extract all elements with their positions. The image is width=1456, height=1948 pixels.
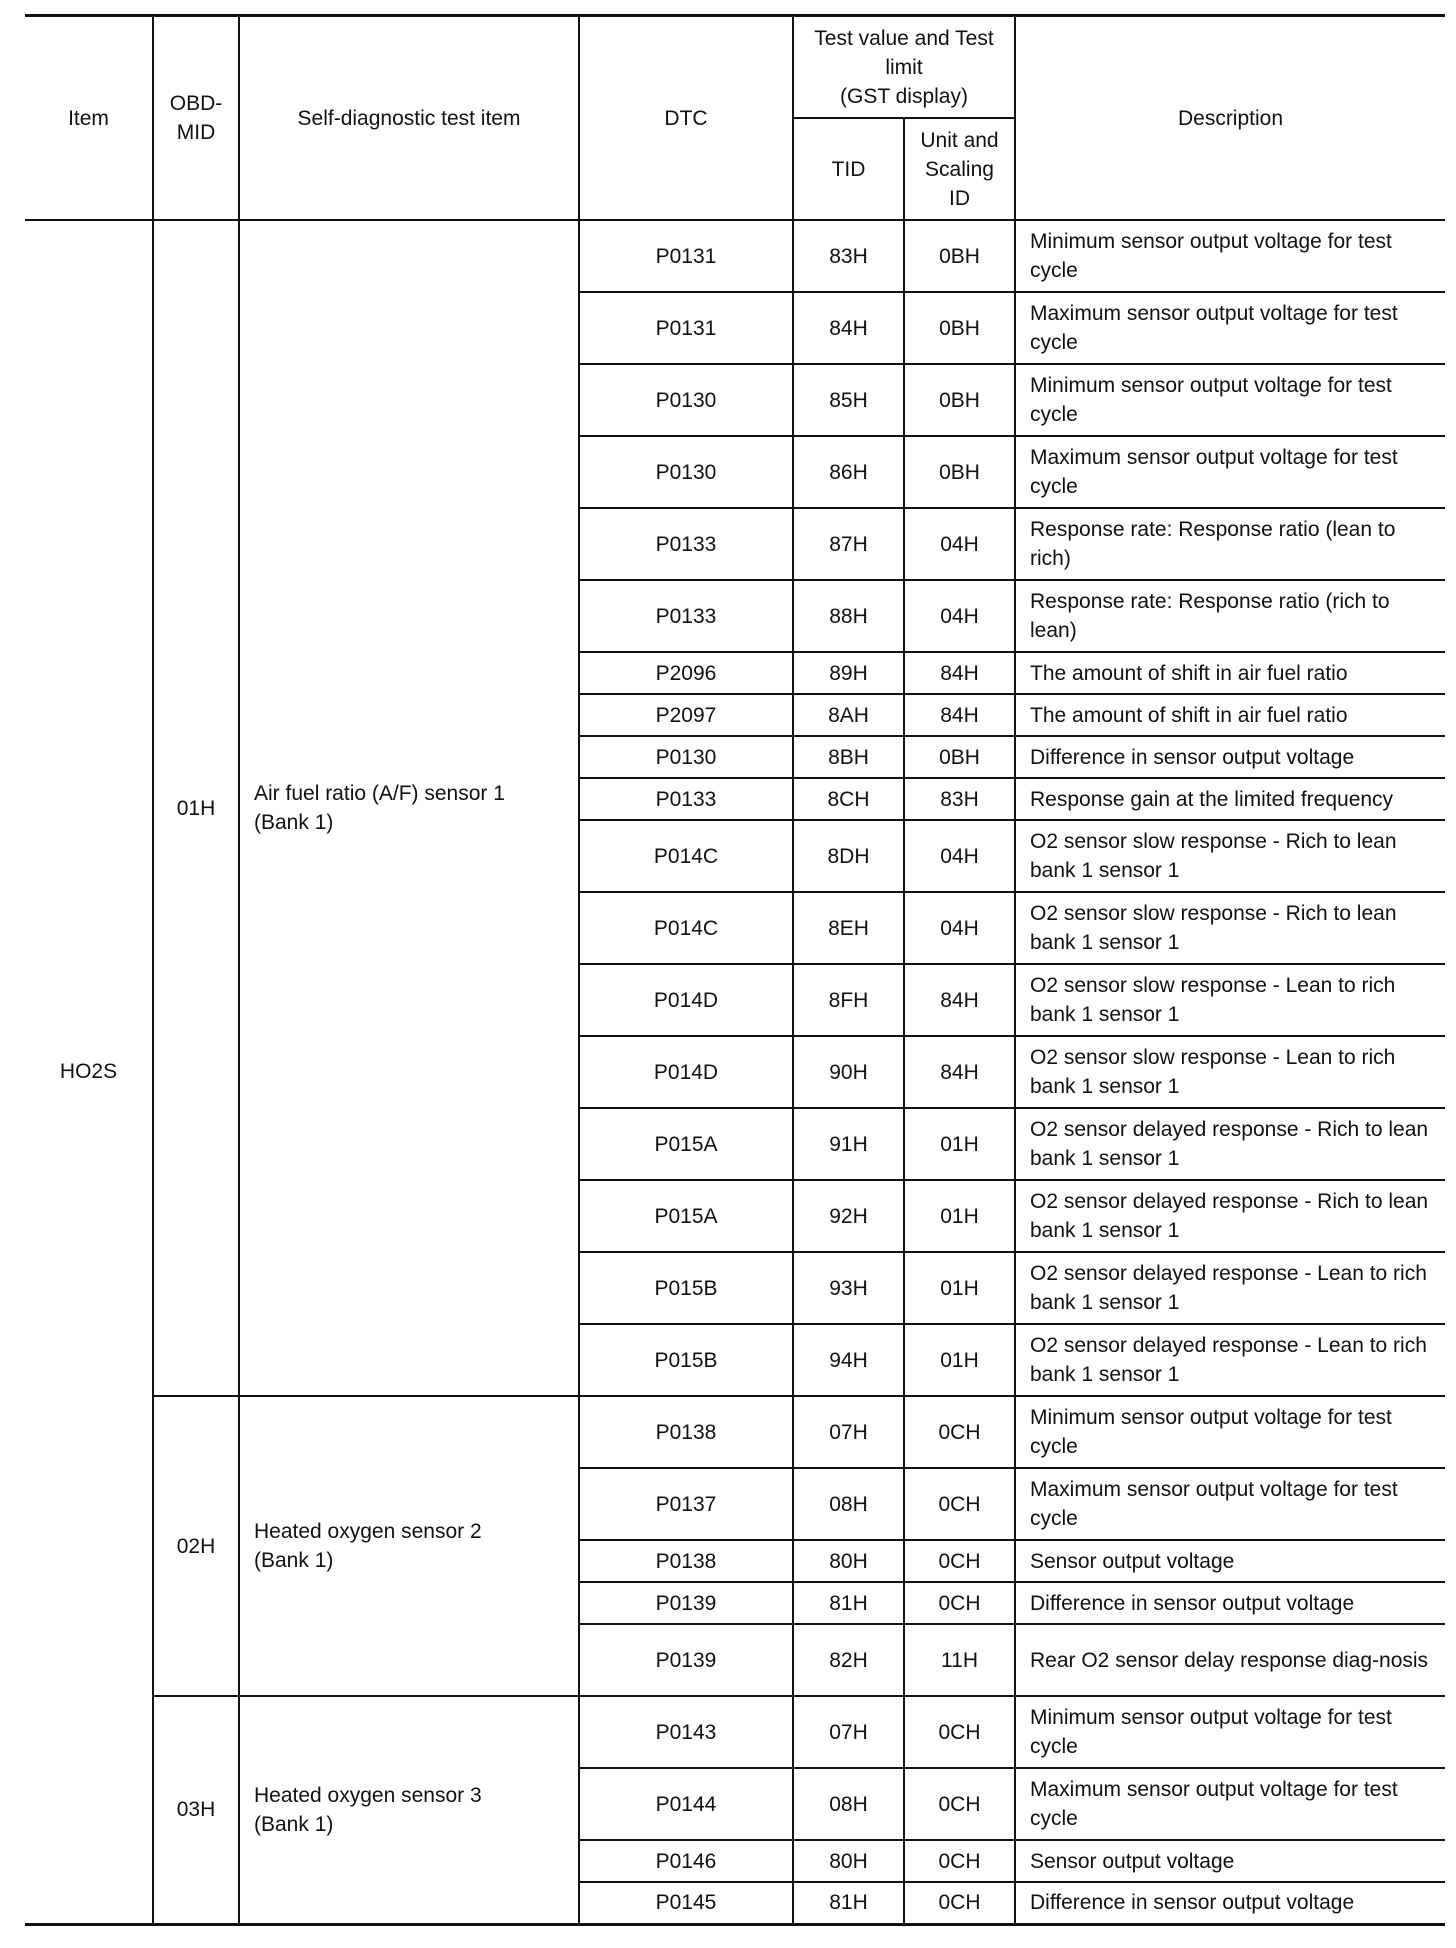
description-cell: The amount of shift in air fuel ratio: [1015, 652, 1445, 694]
header-tid: TID: [793, 118, 904, 220]
unit-scaling-id-cell: 0CH: [904, 1582, 1015, 1624]
unit-scaling-id-cell: 0CH: [904, 1396, 1015, 1468]
description-cell: O2 sensor delayed response - Lean to rich bank 1 sensor 1: [1015, 1324, 1445, 1396]
tid-cell: 83H: [793, 220, 904, 292]
dtc-cell: P0133: [579, 580, 793, 652]
description-cell: Minimum sensor output voltage for test cycle: [1015, 220, 1445, 292]
tid-cell: 87H: [793, 508, 904, 580]
dtc-cell: P0145: [579, 1882, 793, 1924]
description-cell: Difference in sensor output voltage: [1015, 1882, 1445, 1924]
tid-cell: 8FH: [793, 964, 904, 1036]
dtc-cell: P014D: [579, 964, 793, 1036]
unit-scaling-id-cell: 01H: [904, 1108, 1015, 1180]
tid-cell: 8AH: [793, 694, 904, 736]
description-cell: O2 sensor slow response - Lean to rich bank 1 sensor 1: [1015, 964, 1445, 1036]
table-body: [25, 220, 1445, 1924]
tid-cell: 08H: [793, 1468, 904, 1540]
dtc-cell: P0139: [579, 1582, 793, 1624]
obdmid-cell: 03H: [153, 1696, 239, 1924]
dtc-cell: P0138: [579, 1396, 793, 1468]
description-cell: Difference in sensor output voltage: [1015, 1582, 1445, 1624]
unit-scaling-id-cell: 84H: [904, 694, 1015, 736]
description-cell: O2 sensor delayed response - Lean to rich bank 1 sensor 1: [1015, 1252, 1445, 1324]
description-cell: Rear O2 sensor delay response diag-nosis: [1015, 1624, 1445, 1696]
unit-scaling-id-cell: 04H: [904, 892, 1015, 964]
unit-scaling-id-cell: 04H: [904, 508, 1015, 580]
tid-cell: 88H: [793, 580, 904, 652]
description-cell: Sensor output voltage: [1015, 1540, 1445, 1582]
unit-scaling-id-cell: 0CH: [904, 1696, 1015, 1768]
description-cell: O2 sensor delayed response - Rich to lean bank 1 sensor 1: [1015, 1108, 1445, 1180]
tid-cell: 8BH: [793, 736, 904, 778]
tid-cell: 85H: [793, 364, 904, 436]
tid-cell: 8DH: [793, 820, 904, 892]
self-diagnostic-test-item-cell: Heated oxygen sensor 2 (Bank 1): [239, 1396, 579, 1696]
unit-scaling-id-cell: 01H: [904, 1180, 1015, 1252]
unit-scaling-id-cell: 0CH: [904, 1540, 1015, 1582]
unit-scaling-id-cell: 01H: [904, 1324, 1015, 1396]
description-cell: Maximum sensor output voltage for test cycle: [1015, 292, 1445, 364]
dtc-cell: P0130: [579, 436, 793, 508]
unit-scaling-id-cell: 0BH: [904, 364, 1015, 436]
tid-cell: 93H: [793, 1252, 904, 1324]
table-row: [25, 1696, 1445, 1768]
description-cell: Minimum sensor output voltage for test cycle: [1015, 1696, 1445, 1768]
header-test-value-and-limit: Test value and Test limit (GST display): [793, 16, 1015, 119]
tid-cell: 08H: [793, 1768, 904, 1840]
dtc-cell: P0131: [579, 220, 793, 292]
dtc-cell: P0146: [579, 1840, 793, 1882]
header-description: Description: [1015, 16, 1445, 221]
description-cell: Difference in sensor output voltage: [1015, 736, 1445, 778]
dtc-cell: P014D: [579, 1036, 793, 1108]
tid-cell: 91H: [793, 1108, 904, 1180]
header-item: Item: [25, 16, 153, 221]
header-unit-scaling-id: Unit and Scaling ID: [904, 118, 1015, 220]
unit-scaling-id-cell: 11H: [904, 1624, 1015, 1696]
dtc-cell: P015B: [579, 1252, 793, 1324]
self-diagnostic-test-item-cell: Air fuel ratio (A/F) sensor 1 (Bank 1): [239, 220, 579, 1396]
dtc-cell: P0131: [579, 292, 793, 364]
dtc-cell: P0139: [579, 1624, 793, 1696]
tid-cell: 80H: [793, 1540, 904, 1582]
unit-scaling-id-cell: 0CH: [904, 1840, 1015, 1882]
header-obdmid: OBD- MID: [153, 16, 239, 221]
dtc-cell: P0137: [579, 1468, 793, 1540]
description-cell: O2 sensor slow response - Rich to lean bank 1 sensor 1: [1015, 820, 1445, 892]
description-cell: Maximum sensor output voltage for test cycle: [1015, 436, 1445, 508]
description-cell: The amount of shift in air fuel ratio: [1015, 694, 1445, 736]
table-row: [25, 1396, 1445, 1468]
description-cell: O2 sensor slow response - Rich to lean bank 1 sensor 1: [1015, 892, 1445, 964]
dtc-cell: P0144: [579, 1768, 793, 1840]
unit-scaling-id-cell: 04H: [904, 580, 1015, 652]
unit-scaling-id-cell: 84H: [904, 1036, 1015, 1108]
tid-cell: 90H: [793, 1036, 904, 1108]
description-cell: Maximum sensor output voltage for test cycle: [1015, 1468, 1445, 1540]
description-cell: Response gain at the limited frequency: [1015, 778, 1445, 820]
unit-scaling-id-cell: 01H: [904, 1252, 1015, 1324]
dtc-cell: P0143: [579, 1696, 793, 1768]
dtc-cell: P0133: [579, 778, 793, 820]
dtc-cell: P0130: [579, 736, 793, 778]
tid-cell: 07H: [793, 1696, 904, 1768]
dtc-cell: P2097: [579, 694, 793, 736]
unit-scaling-id-cell: 04H: [904, 820, 1015, 892]
unit-scaling-id-cell: 0CH: [904, 1882, 1015, 1924]
obdmid-cell: 02H: [153, 1396, 239, 1696]
unit-scaling-id-cell: 0BH: [904, 220, 1015, 292]
unit-scaling-id-cell: 84H: [904, 652, 1015, 694]
dtc-cell: P015A: [579, 1180, 793, 1252]
dtc-cell: P0133: [579, 508, 793, 580]
ho2s-test-table-document: [25, 14, 1445, 1926]
tid-cell: 80H: [793, 1840, 904, 1882]
obdmid-cell: 01H: [153, 220, 239, 1396]
tid-cell: 86H: [793, 436, 904, 508]
tid-cell: 89H: [793, 652, 904, 694]
description-cell: O2 sensor delayed response - Rich to lean bank 1 sensor 1: [1015, 1180, 1445, 1252]
tid-cell: 84H: [793, 292, 904, 364]
dtc-cell: P0130: [579, 364, 793, 436]
tid-cell: 81H: [793, 1582, 904, 1624]
tid-cell: 8EH: [793, 892, 904, 964]
tid-cell: 94H: [793, 1324, 904, 1396]
description-cell: Response rate: Response ratio (rich to lean): [1015, 580, 1445, 652]
dtc-cell: P014C: [579, 820, 793, 892]
tid-cell: 82H: [793, 1624, 904, 1696]
description-cell: Response rate: Response ratio (lean to rich): [1015, 508, 1445, 580]
self-diagnostic-test-item-cell: Heated oxygen sensor 3 (Bank 1): [239, 1696, 579, 1924]
unit-scaling-id-cell: 0CH: [904, 1468, 1015, 1540]
dtc-cell: P015A: [579, 1108, 793, 1180]
item-cell: HO2S: [25, 220, 153, 1924]
tid-cell: 81H: [793, 1882, 904, 1924]
unit-scaling-id-cell: 0BH: [904, 436, 1015, 508]
dtc-cell: P2096: [579, 652, 793, 694]
unit-scaling-id-cell: 0BH: [904, 736, 1015, 778]
unit-scaling-id-cell: 84H: [904, 964, 1015, 1036]
description-cell: O2 sensor slow response - Lean to rich bank 1 sensor 1: [1015, 1036, 1445, 1108]
table-row: [25, 220, 1445, 292]
dtc-cell: P015B: [579, 1324, 793, 1396]
unit-scaling-id-cell: 0BH: [904, 292, 1015, 364]
tid-cell: 8CH: [793, 778, 904, 820]
unit-scaling-id-cell: 0CH: [904, 1768, 1015, 1840]
description-cell: Minimum sensor output voltage for test cycle: [1015, 1396, 1445, 1468]
description-cell: Minimum sensor output voltage for test cycle: [1015, 364, 1445, 436]
header-dtc: DTC: [579, 16, 793, 221]
dtc-cell: P0138: [579, 1540, 793, 1582]
unit-scaling-id-cell: 83H: [904, 778, 1015, 820]
description-cell: Maximum sensor output voltage for test cycle: [1015, 1768, 1445, 1840]
header-self-diagnostic-test-item: Self-diagnostic test item: [239, 16, 579, 221]
dtc-cell: P014C: [579, 892, 793, 964]
obd-monitor-table: [25, 14, 1445, 1926]
description-cell: Sensor output voltage: [1015, 1840, 1445, 1882]
tid-cell: 92H: [793, 1180, 904, 1252]
tid-cell: 07H: [793, 1396, 904, 1468]
